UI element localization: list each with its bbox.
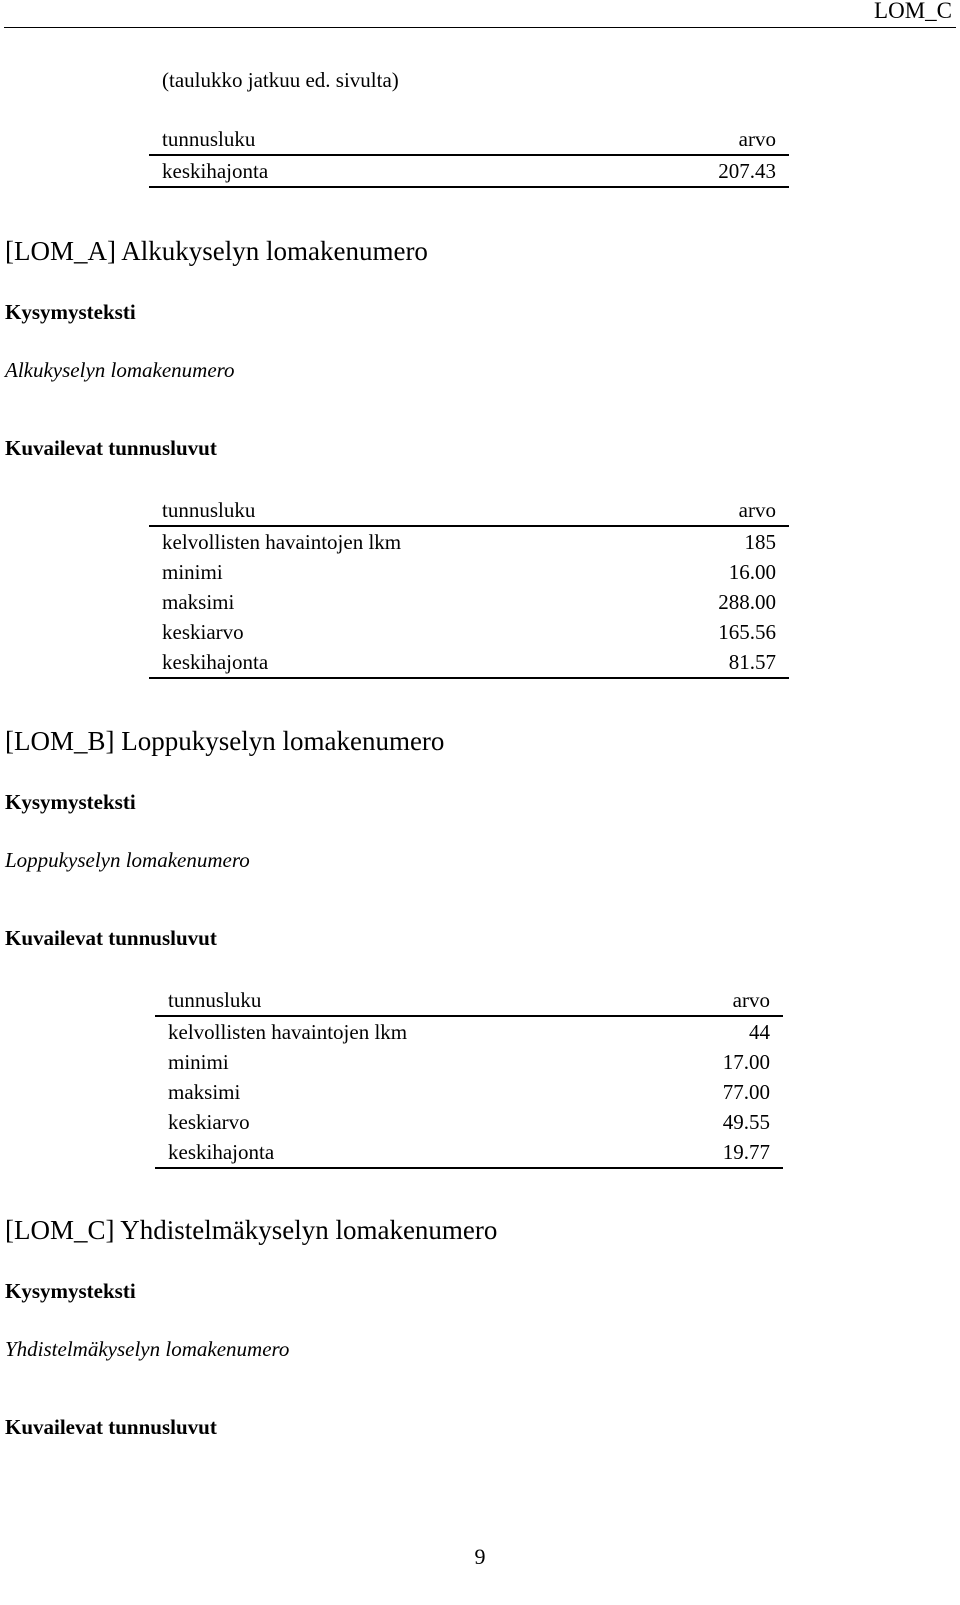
- row-value: 81.57: [728, 650, 776, 674]
- table-row: [155, 1107, 783, 1137]
- table-row: [149, 557, 789, 587]
- row-value: 207.43: [718, 159, 776, 183]
- table-row: [149, 527, 789, 557]
- section-title-lom-b: [LOM_B] Loppukyselyn lomakenumero: [5, 726, 445, 756]
- header-rule: [4, 27, 956, 28]
- question-heading-lom-b: Kysymysteksti: [5, 790, 136, 814]
- table-row: [155, 1077, 783, 1107]
- row-label: keskihajonta: [168, 1140, 275, 1164]
- column-header-stat: tunnusluku: [162, 127, 256, 151]
- row-value: 49.55: [722, 1110, 770, 1134]
- column-header-stat: tunnusluku: [162, 498, 256, 522]
- table-row: [149, 156, 789, 186]
- table-row: [155, 1047, 783, 1077]
- running-header-code: LOM_C: [874, 0, 952, 23]
- section-title-lom-c: [LOM_C] Yhdistelmäkyselyn lomakenumero: [5, 1215, 498, 1245]
- row-label: keskihajonta: [162, 159, 269, 183]
- section-title-lom-a: [LOM_A] Alkukyselyn lomakenumero: [5, 236, 428, 266]
- row-value: 185: [744, 530, 776, 554]
- table-row: [149, 587, 789, 617]
- row-label: minimi: [168, 1050, 229, 1074]
- table-header-row: [149, 124, 789, 156]
- row-label: keskihajonta: [162, 650, 269, 674]
- row-label: maksimi: [162, 590, 235, 614]
- table-header-row: [155, 985, 783, 1017]
- row-value: 19.77: [722, 1140, 770, 1164]
- row-value: 288.00: [718, 590, 776, 614]
- row-label: keskiarvo: [168, 1110, 250, 1134]
- row-label: minimi: [162, 560, 223, 584]
- table-header-row: [149, 495, 789, 527]
- continuation-note: (taulukko jatkuu ed. sivulta): [162, 68, 399, 92]
- question-text-lom-a: Alkukyselyn lomakenumero: [5, 358, 235, 382]
- row-label: kelvollisten havaintojen lkm: [162, 530, 402, 554]
- question-text-lom-b: Loppukyselyn lomakenumero: [5, 848, 250, 872]
- row-label: maksimi: [168, 1080, 241, 1104]
- table-row: [155, 1137, 783, 1167]
- column-header-value: arvo: [738, 127, 776, 151]
- continuation-stats-table: [149, 124, 789, 188]
- table-bottom-rule: [149, 677, 789, 679]
- table-row: [149, 617, 789, 647]
- table-row: [155, 1017, 783, 1047]
- page-number: 9: [474, 1544, 486, 1569]
- question-text-lom-c: Yhdistelmäkyselyn lomakenumero: [5, 1337, 290, 1361]
- stats-heading-lom-c: Kuvailevat tunnusluvut: [5, 1415, 217, 1439]
- column-header-stat: tunnusluku: [168, 988, 262, 1012]
- row-value: 44: [749, 1020, 770, 1044]
- row-value: 77.00: [722, 1080, 770, 1104]
- question-heading-lom-a: Kysymysteksti: [5, 300, 136, 324]
- table-bottom-rule: [155, 1167, 783, 1169]
- column-header-value: arvo: [732, 988, 770, 1012]
- stats-heading-lom-b: Kuvailevat tunnusluvut: [5, 926, 217, 950]
- column-header-value: arvo: [738, 498, 776, 522]
- row-label: keskiarvo: [162, 620, 244, 644]
- stats-table-lom-b: [155, 985, 783, 1169]
- table-row: [149, 647, 789, 677]
- table-bottom-rule: [149, 186, 789, 188]
- row-value: 16.00: [728, 560, 776, 584]
- question-heading-lom-c: Kysymysteksti: [5, 1279, 136, 1303]
- stats-heading-lom-a: Kuvailevat tunnusluvut: [5, 436, 217, 460]
- row-value: 17.00: [722, 1050, 770, 1074]
- row-label: kelvollisten havaintojen lkm: [168, 1020, 408, 1044]
- stats-table-lom-a: [149, 495, 789, 679]
- row-value: 165.56: [718, 620, 776, 644]
